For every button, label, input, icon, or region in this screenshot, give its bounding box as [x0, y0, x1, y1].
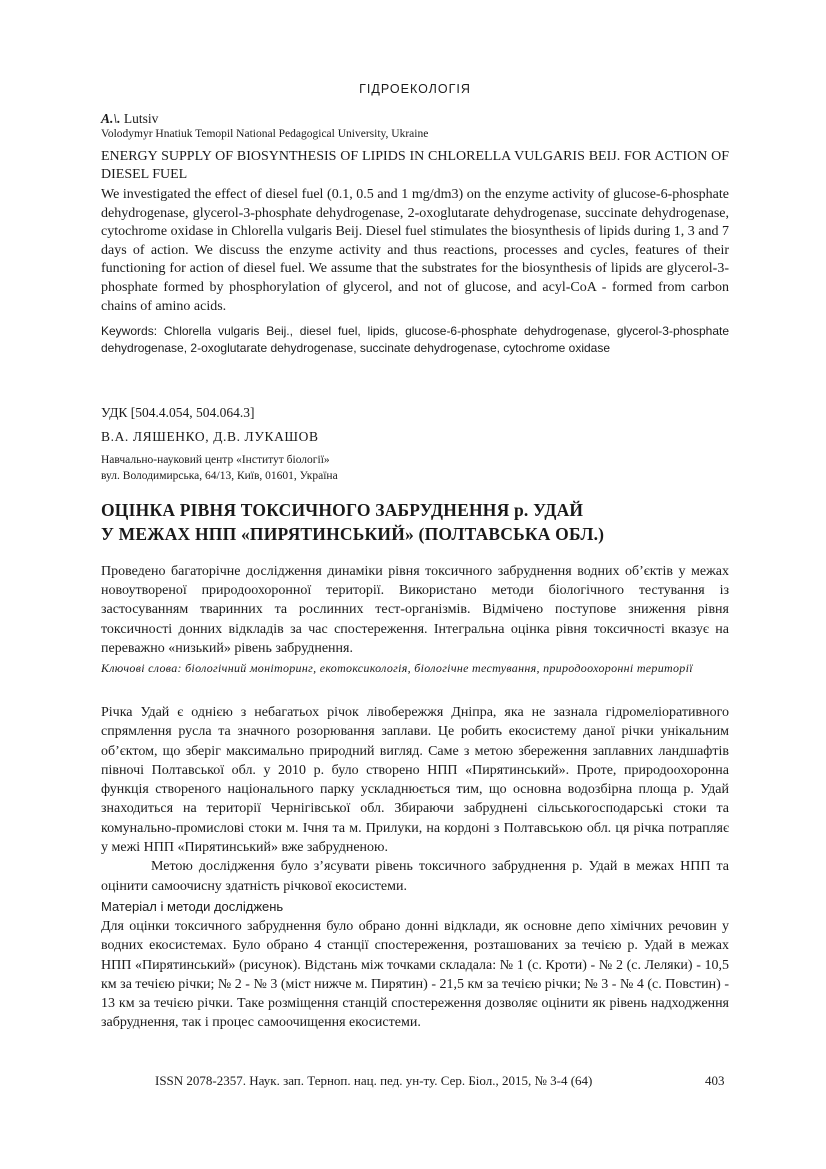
english-author-surname: Lutsiv	[123, 111, 159, 126]
running-head: ГІДРОЕКОЛОГІЯ	[359, 82, 471, 96]
footer-citation: ISSN 2078-2357. Наук. зап. Терноп. нац. пед. ун-ту. Сер. Біол., 2015, № 3-4 (64)	[155, 1073, 593, 1088]
page-number: 403	[705, 1073, 725, 1088]
english-affiliation: Volodymyr Hnatiuk Temopil National Pedagogical University, Ukraine	[101, 128, 429, 140]
affiliation-institute: Навчально-науковий центр «Інститут біології»	[101, 454, 330, 466]
ukrainian-title-line-2: У МЕЖАХ НПП «ПИРЯТИНСЬКИЙ» (ПОЛТАВСЬКА ОБЛ.)	[101, 524, 605, 544]
affiliation-address: вул. Володимирська, 64/13, Київ, 01601, Україна	[101, 470, 338, 482]
ukrainian-keywords: Ключові слова: біологічний моніторинг, екотоксикологія, біологічне тестування, природоохоронні території	[101, 661, 693, 675]
english-author-initials: A.\.	[101, 111, 121, 126]
section-heading: Матеріал і методи досліджень	[101, 898, 284, 914]
english-keywords: Keywords: Chlorella vulgaris Beij., diesel fuel, lipids, glucose-6-phosphate dehydrogenase, glycerol-3-phosphate dehydrogenase, 2-oxoglutarate dehydrogenase, succinate dehydrogenase, cytochrome oxidase	[101, 324, 729, 355]
english-author	[101, 111, 158, 127]
ukrainian-abstract: Проведено багаторічне дослідження динаміки рівня токсичного забруднення водних об’єктів у межах новоутвореної природоохоронної території. Використано методи біологічного тестування із застосуванням тваринних та рослинних тест-організмів. Відмічено поступове зниження рівня токсичності донних відкладів за час спостереження. Інтегральна оцінка рівня токсичності вказує на переважно «низький» рівень забруднення.	[101, 564, 729, 656]
ukrainian-authors: В.А. ЛЯШЕНКО, Д.В. ЛУКАШОВ	[101, 429, 319, 444]
body-paragraph-2: Метою дослідження було з’ясувати рівень токсичного забруднення р. Удай в межах НПП та оцінити самоочисну здатність річкової екосистеми.	[101, 859, 729, 894]
english-abstract: We investigated the effect of diesel fuel (0.1, 0.5 and 1 mg/dm3) on the enzyme activity of glucose-6-phosphate dehydrogenase, glycerol-3-phosphate dehydrogenase, 2-oxoglutarate dehydrogenase, succinate dehydrogenase, cytochrome oxidase in Chlorella vulgaris Beij. Diesel fuel stimulates the biosynthesis of lipids during 1, 3 and 7 days of action. We discuss the enzyme activity and thus reactions, processes and cycles, features of their functioning for action of diesel fuel. We assume that the substrates for the biosynthesis of lipids are glycerol-3-phosphate formed by phosphorylation of glycerol, and not of glucose, and acyl-CoA - formed from carbon chains of amino acids.	[101, 187, 729, 314]
article-body	[101, 703, 729, 1033]
ukrainian-affiliation	[101, 452, 338, 484]
body-paragraph-3: Для оцінки токсичного забруднення було обрано донні відклади, як основне депо хімічних речовин у водних екосистемах. Було обрано 4 станції спостереження, розташованих за течією р. Удай в межах НПП «Пирятинський» (рисунок). Відстань між точками складала: № 1 (с. Кроти) - № 2 (с. Леляки) - 10,5 км за течією річки; № 2 - № 3 (міст нижче м. Пирятин) - 21,5 км за течією річки; № 3 - № 4 (с. Повстин) - 13 км за течією річки. Таке розміщення станцій спостереження дозволяє оцінити як рівень надходження забруднення, так і процес самоочищення екосистеми.	[101, 918, 729, 1031]
body-paragraph-1: Річка Удай є однією з небагатьох річок лівобережжя Дніпра, яка не зазнала гідромеліоративного спрямлення русла та значного розорювання заплави. Це робить екосистему даної річки унікальним об’єктом, що зберіг максимально природний вигляд. Саме з метою збереження заплавних ландшафтів півночі Полтавської обл. у 2010 р. було створено НПП «Пирятинський». Проте, природоохоронна функція створеного національного парку ускладнюється тим, що основна водозбірна площа р. Удай знаходиться на території Чернігівської обл. Збираючи забруднені сільськогосподарські стоки та комунально-промислові стоки м. Ічня та м. Прилуки, на кордоні з Полтавською обл. ця річка потрапляє у межі НПП «Пирятинський» вже забрудненою.	[101, 705, 729, 856]
english-title: ENERGY SUPPLY OF BIOSYNTHESIS OF LIPIDS IN CHLORELLA VULGARIS BEIJ. FOR ACTION OF DIESEL FUEL	[101, 149, 729, 182]
ukrainian-title-line-1: ОЦІНКА РІВНЯ ТОКСИЧНОГО ЗАБРУДНЕННЯ р. УДАЙ	[101, 500, 584, 520]
udc-code: УДК [504.4.054, 504.064.3]	[101, 405, 255, 420]
ukrainian-title	[101, 498, 729, 546]
